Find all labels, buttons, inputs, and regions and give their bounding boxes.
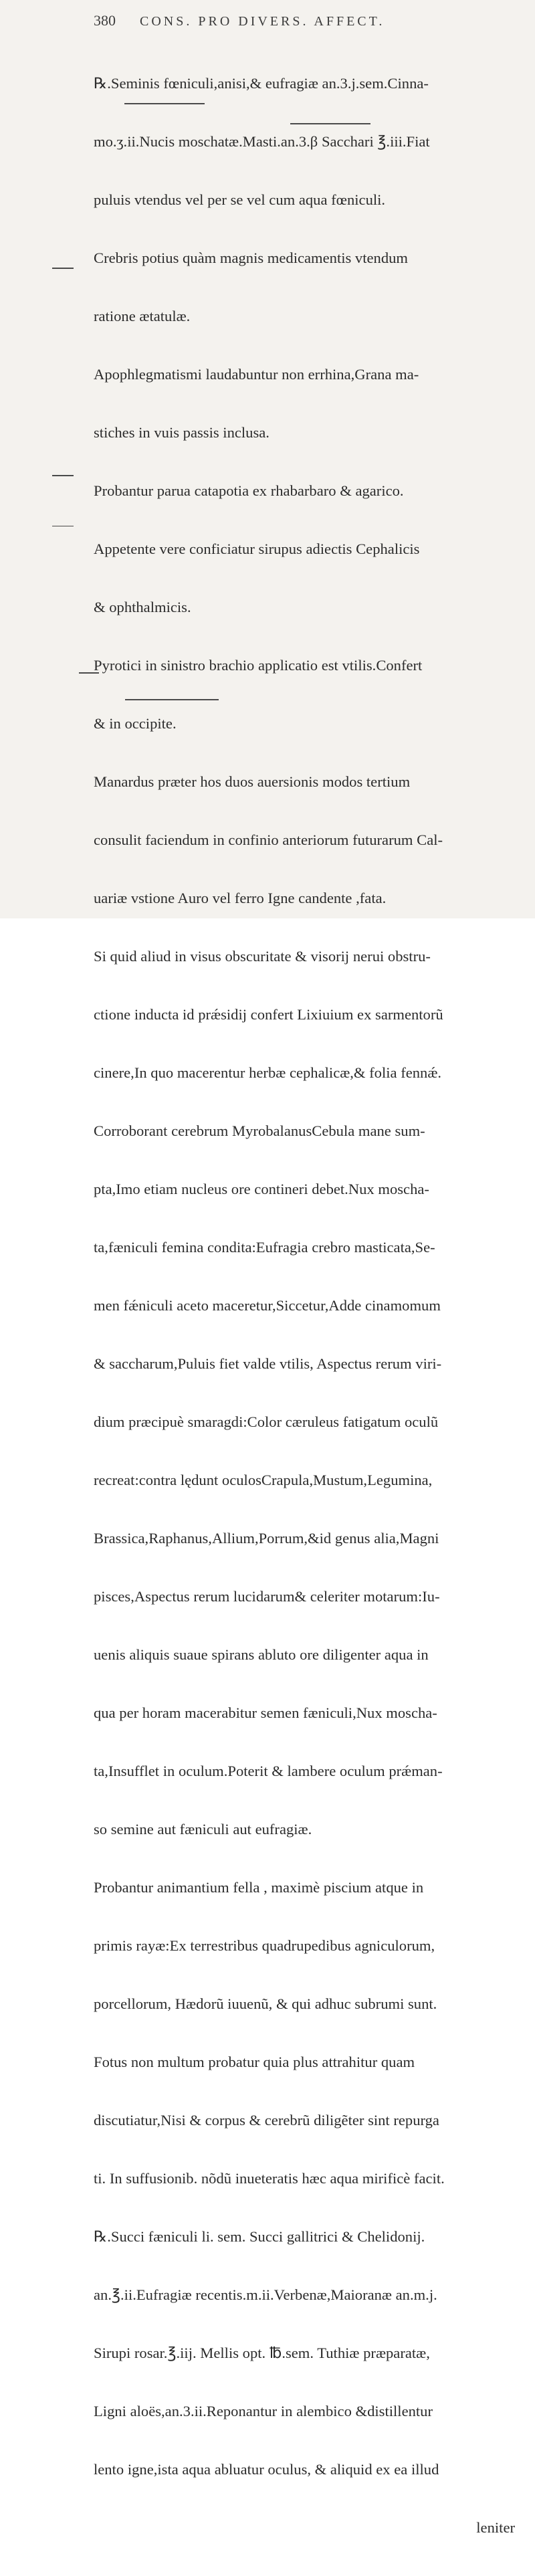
text-line: ℞.Seminis fœniculi,anisi,& eufragiæ an.3.j.sem.Cinna- <box>94 75 429 92</box>
text-line: an.℥.ii.Eufragiæ recentis.m.ii.Verbenæ,Maioranæ an.m.j. <box>94 2286 437 2303</box>
text-line: dium præcipuè smaragdi:Color cæruleus fatigatum oculũ <box>94 1413 439 1430</box>
text-line: Si quid aliud in visus obscuritate & visorij nerui obstru- <box>94 948 431 965</box>
text-line: cinere,In quo macerentur herbæ cephalicæ,& folia fennǽ. <box>94 1064 442 1081</box>
text-line: recreat:contra lędunt oculosCrapula,Mustum,Legumina, <box>94 1472 433 1488</box>
running-head: CONS. PRO DIVERS. AFFECT. <box>140 14 385 29</box>
text-line: puluis vtendus vel per se vel cum aqua fœniculi. <box>94 191 386 208</box>
text-line: & ophthalmicis. <box>94 599 191 615</box>
text-line: Corroborant cerebrum MyrobalanusCebula mane sum- <box>94 1122 425 1139</box>
text-line: Apophlegmatismi laudabuntur non errhina,Grana ma- <box>94 366 419 383</box>
margin-dash <box>52 268 74 269</box>
text-line: & saccharum,Puluis fiet valde vtilis, Aspectus rerum viri- <box>94 1355 442 1372</box>
text-line: ta,fæniculi femina condita:Eufragia crebro masticata,Se- <box>94 1239 435 1256</box>
text-line: ratione ætatulæ. <box>94 308 191 324</box>
text-line: porcellorum, Hædorũ iuuenũ, & qui adhuc subrumi sunt. <box>94 1995 437 2012</box>
text-line: Probantur animantium fella , maximè piscium atque in <box>94 1879 424 1896</box>
text-line: pta,Imo etiam nucleus ore contineri debet.Nux moscha- <box>94 1181 429 1197</box>
text-line: discutiatur,Nisi & corpus & cerebrũ diligẽter sint repurga <box>94 2112 439 2128</box>
text-line: consulit faciendum in confinio anteriorum futurarum Cal- <box>94 831 443 848</box>
text-line: pisces,Aspectus rerum lucidarum& celeriter motarum:Iu- <box>94 1588 440 1605</box>
text-line: ℞.Succi fæniculi li. sem. Succi gallitrici & Chelidonij. <box>94 2228 425 2245</box>
text-line: uariæ vstione Auro vel ferro Igne candente ,fata. <box>94 890 387 906</box>
text-line: & in occipite. <box>94 715 177 732</box>
text-line: primis rayæ:Ex terrestribus quadrupedibus agniculorum, <box>94 1937 435 1954</box>
text-line: ti. In suffusionib. nõdũ inueteratis hæc aqua mirificè facit. <box>94 2170 445 2187</box>
text-line: uenis aliquis suaue spirans abluto ore diligenter aqua in <box>94 1646 429 1663</box>
text-line: Crebris potius quàm magnis medicamentis vtendum <box>94 250 409 266</box>
text-line: Sirupi rosar.℥.iij. Mellis opt. ℔.sem. Tuthiæ præparatæ, <box>94 2345 430 2361</box>
text-line: qua per horam macerabitur semen fæniculi,Nux moscha- <box>94 1704 437 1721</box>
text-line: ctione inducta id prǽsidij confert Lixiuium ex sarmentorũ <box>94 1006 443 1023</box>
body-text <box>94 35 535 2576</box>
page-number: 380 <box>94 12 116 29</box>
text-line: Pyrotici in sinistro brachio applicatio est vtilis.Confert <box>94 657 423 674</box>
text-line: lento igne,ista aqua abluatur oculus, & aliquid ex ea illud <box>94 2461 439 2478</box>
text-line: men fǽniculi aceto maceretur,Siccetur,Adde cinamomum <box>94 1297 441 1314</box>
text-line: mo.ʒ.ii.Nucis moschatæ.Masti.an.3.β Sacchari ℥.iii.Fiat <box>94 133 430 150</box>
text-line: Brassica,Raphanus,Allium,Porrum,&id genus alia,Magni <box>94 1530 439 1547</box>
text-line: so semine aut fæniculi aut eufragiæ. <box>94 1821 312 1838</box>
text-line: ta,Insufflet in oculum.Poterit & lambere oculum prǽman- <box>94 1763 443 1779</box>
text-line: Manardus præter hos duos auersionis modos tertium <box>94 773 411 790</box>
page-header <box>94 12 528 32</box>
text-line: Ligni aloës,an.3.ii.Reponantur in alembico &distillentur <box>94 2403 433 2419</box>
text-line: leniter <box>476 2519 515 2536</box>
text-line: Fotus non multum probatur quia plus attrahitur quam <box>94 2054 415 2070</box>
text-line: Appetente vere conficiatur sirupus adiectis Cephalicis <box>94 540 420 557</box>
text-line: stiches in vuis passis inclusa. <box>94 424 270 441</box>
text-line: Probantur parua catapotia ex rhabarbaro & agarico. <box>94 482 404 499</box>
margin-dash <box>52 475 74 476</box>
